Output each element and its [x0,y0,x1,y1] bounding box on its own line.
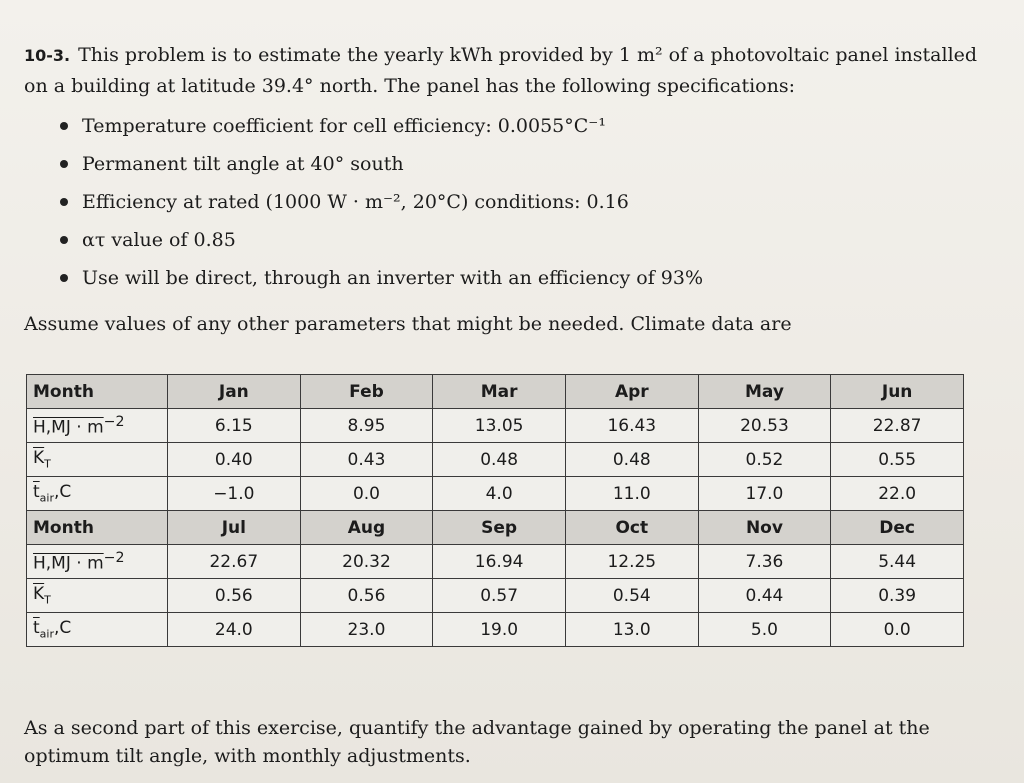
table-cell: 13.05 [433,409,566,443]
month-cell: Mar [433,375,566,409]
table-cell: 6.15 [168,409,301,443]
table-cell: 22.67 [168,545,301,579]
climate-data-table [26,374,964,647]
table-cell: 20.53 [698,409,831,443]
table-cell: 0.0 [300,477,433,511]
month-cell: Jan [168,375,301,409]
table-cell: 0.44 [698,579,831,613]
table-cell: 17.0 [698,477,831,511]
k-row-label: $\overline{K}_T$ [27,579,168,613]
spec-item: Efficiency at rated (1000 W · m⁻², 20°C) conditions: 0.16 [60,183,984,221]
month-header: Month [27,375,168,409]
month-cell: Jul [168,511,301,545]
table-cell: 0.52 [698,443,831,477]
table-cell: 0.54 [565,579,698,613]
table-row [27,443,964,477]
month-cell: Oct [565,511,698,545]
table-cell: 20.32 [300,545,433,579]
table-cell: 8.95 [300,409,433,443]
table-cell: 0.40 [168,443,301,477]
table-row [27,511,964,545]
table-cell: 22.0 [831,477,964,511]
table-cell: 0.56 [168,579,301,613]
spec-item: Permanent tilt angle at 40° south [60,145,984,183]
second-part-text: As a second part of this exercise, quantify the advantage gained by operating the panel at the optimum tilt angle, with monthly adjustments. [24,717,930,767]
t-row-label: $\overline{t}_{air},C$ [27,477,168,511]
table-cell: −1.0 [168,477,301,511]
table-row [27,545,964,579]
problem-intro: This problem is to estimate the yearly kWh provided by 1 m² of a photovoltaic panel installed on a building at latitude 39.4° north. The panel has the following specifications: [24,44,978,97]
month-cell: Aug [300,511,433,545]
table-cell: 0.43 [300,443,433,477]
table-row [27,477,964,511]
table-cell: 22.87 [831,409,964,443]
month-cell: May [698,375,831,409]
table-cell: 5.44 [831,545,964,579]
spec-item: Temperature coefficient for cell efficiency: 0.0055°C⁻¹ [60,107,984,145]
t-row-label: $\overline{t}_{air},C$ [27,613,168,647]
table-row [27,375,964,409]
h-row-label: $H,MJ \cdot m^{-2}$ [27,545,168,579]
table-row [27,579,964,613]
table-cell: 5.0 [698,613,831,647]
table-cell: 0.39 [831,579,964,613]
table-cell: 0.57 [433,579,566,613]
month-header: Month [27,511,168,545]
table-cell: 0.48 [433,443,566,477]
table-cell: 16.43 [565,409,698,443]
month-cell: Apr [565,375,698,409]
assume-text: Assume values of any other parameters that might be needed. Climate data are [24,313,792,335]
spec-item: Use will be direct, through an inverter with an efficiency of 93% [60,259,984,297]
k-row-label: $\overline{K}_T$ [27,443,168,477]
problem-statement [24,40,984,297]
table-row [27,613,964,647]
month-cell: Feb [300,375,433,409]
spec-item: ατ value of 0.85 [60,221,984,259]
month-cell: Jun [831,375,964,409]
table-cell: 0.48 [565,443,698,477]
month-cell: Sep [433,511,566,545]
table-cell: 13.0 [565,613,698,647]
month-cell: Nov [698,511,831,545]
table-cell: 4.0 [433,477,566,511]
h-row-label: $H,MJ \cdot m^{-2}$ [27,409,168,443]
spec-list [24,107,984,297]
problem-number: 10-3. [24,46,71,65]
table-cell: 23.0 [300,613,433,647]
table-cell: 0.56 [300,579,433,613]
table-cell: 0.0 [831,613,964,647]
table-cell: 0.55 [831,443,964,477]
table-cell: 12.25 [565,545,698,579]
table-cell: 16.94 [433,545,566,579]
table-cell: 19.0 [433,613,566,647]
table-cell: 7.36 [698,545,831,579]
table-cell: 11.0 [565,477,698,511]
table-row [27,409,964,443]
table-cell: 24.0 [168,613,301,647]
month-cell: Dec [831,511,964,545]
